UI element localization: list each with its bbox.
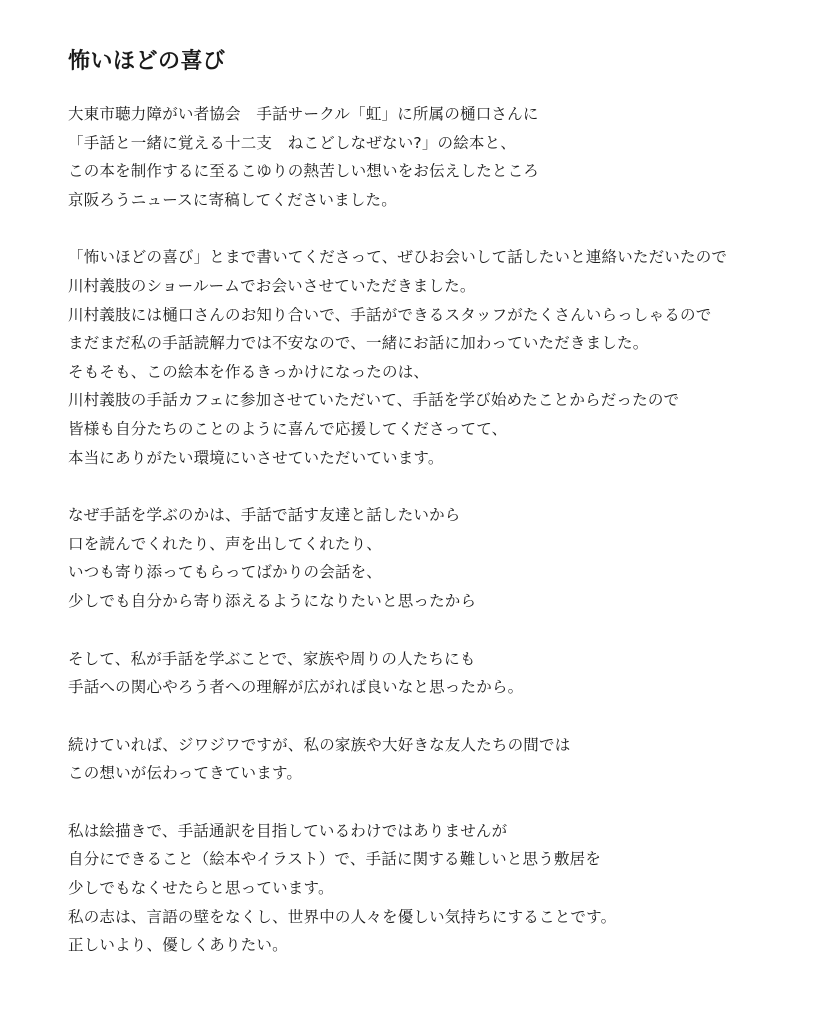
text-line: 皆様も自分たちのことのように喜んで応援してくださってて、 xyxy=(68,419,508,438)
text-line: 続けていれば、ジワジワですが、私の家族や大好きな友人たちの間では xyxy=(68,735,571,754)
text-line: 少しでも自分から寄り添えるようになりたいと思ったから xyxy=(68,591,477,610)
text-line: そして、私が手話を学ぶことで、家族や周りの人たちにも xyxy=(68,649,476,668)
text-line: まだまだ私の手話読解力では不安なので、一緒にお話に加わっていただきました。 xyxy=(68,334,649,353)
paragraph xyxy=(68,100,808,214)
text-line: 私は絵描きで、手話通訳を目指しているわけではありませんが xyxy=(68,821,508,840)
text-line: 自分にできること（絵本やイラスト）で、手話に関する難しいと思う敷居を xyxy=(68,850,602,869)
text-line: 少しでもなくせたらと思っています。 xyxy=(68,879,334,898)
text-line: 川村義肢のショールームでお会いさせていただきました。 xyxy=(68,276,476,295)
text-line: 口を読んでくれたり、声を出してくれたり、 xyxy=(68,534,383,553)
text-line: 「怖いほどの喜び」とまで書いてくださって、ぜひお会いして話したいと連絡いただいたので xyxy=(68,248,728,267)
text-line: そもそも、この絵本を作るきっかけになったのは、 xyxy=(68,362,430,381)
paragraph xyxy=(68,645,808,702)
text-line: 川村義肢の手話カフェに参加させていただいて、手話を学び始めたことからだったので xyxy=(68,391,680,410)
text-line: 川村義肢には樋口さんのお知り合いで、手話ができるスタッフがたくさんいらっしゃるので xyxy=(68,305,712,324)
text-line: 私の志は、言語の壁をなくし、世界中の人々を優しい気持ちにすることです。 xyxy=(68,907,617,926)
text-line: この本を制作するに至るこゆりの熱苦しい想いをお伝えしたところ xyxy=(68,162,540,181)
paragraph xyxy=(68,731,808,788)
text-line: 正しいより、優しくありたい。 xyxy=(68,936,288,955)
paragraph xyxy=(68,243,808,472)
paragraph xyxy=(68,501,808,615)
text-line: 大東市聴力障がい者協会 手話サークル「虹」に所属の樋口さんに xyxy=(68,105,539,123)
text-line: 本当にありがたい環境にいさせていただいています。 xyxy=(68,448,444,467)
text-line: 「手話と一緒に覚える十二支 ねこどしなぜない?」の絵本と、 xyxy=(68,133,517,152)
article-body xyxy=(68,100,808,989)
paragraph xyxy=(68,817,808,960)
text-line: なぜ手話を学ぶのかは、手話で話す友達と話したいから xyxy=(68,506,461,525)
text-line: この想いが伝わってきています。 xyxy=(68,764,303,783)
page-title: 怖いほどの喜び xyxy=(68,49,226,74)
text-line: 京阪ろうニュースに寄稿してくださいました。 xyxy=(68,190,397,209)
text-line: 手話への関心やろう者への理解が広がれば良いなと思ったから。 xyxy=(68,678,524,697)
text-line: いつも寄り添ってもらってばかりの会話を、 xyxy=(68,563,383,582)
